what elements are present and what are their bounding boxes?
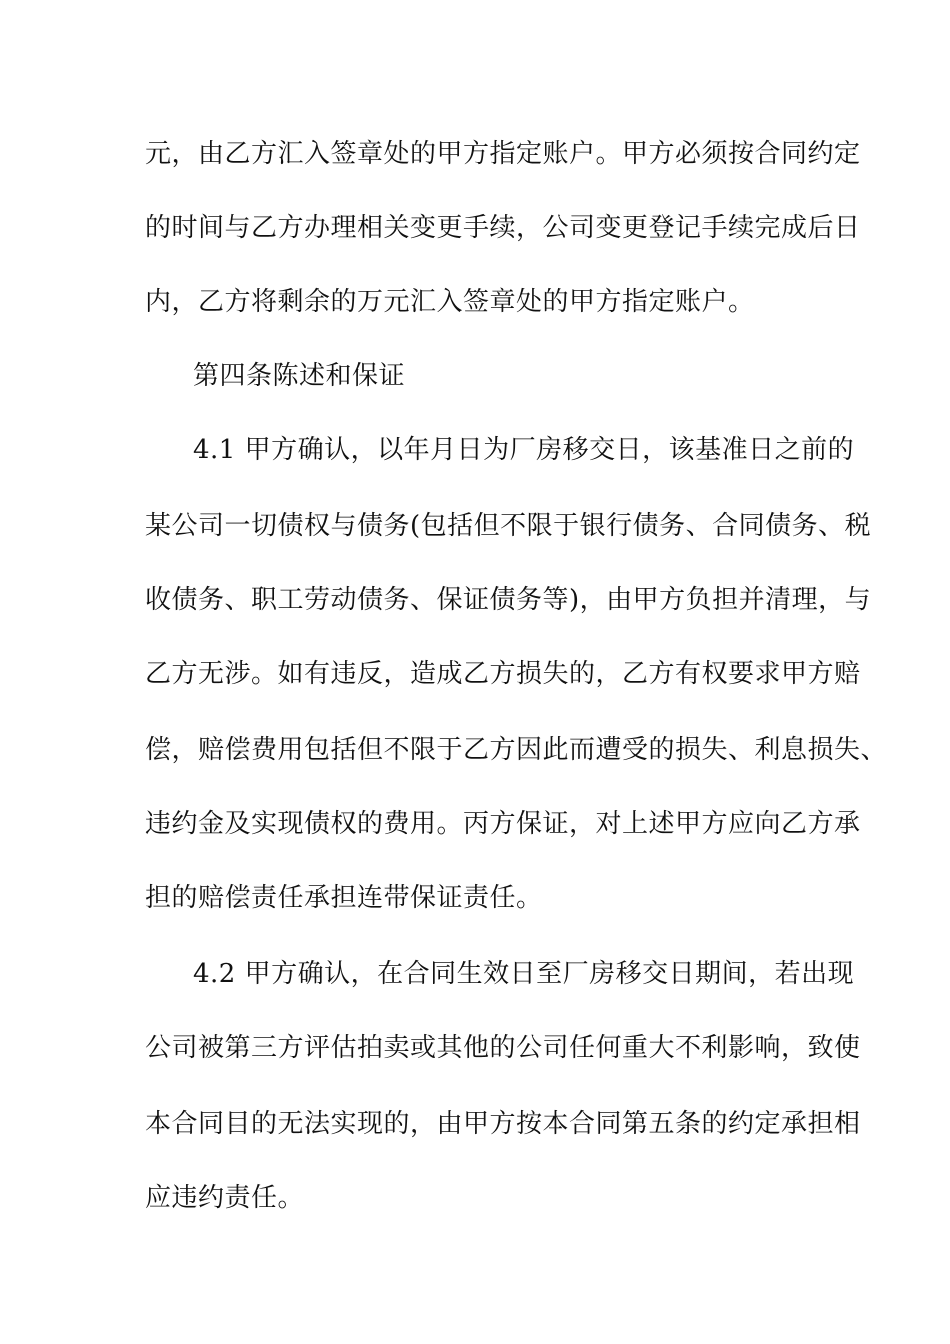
section-heading: 第四条陈述和保证 xyxy=(193,361,406,391)
text-line: 乙方无涉。如有违反，造成乙方损失的，乙方有权要求甲方赔 xyxy=(145,659,861,689)
text-line: 的时间与乙方办理相关变更手续，公司变更登记手续完成后日 xyxy=(145,213,861,243)
text-line: 内，乙方将剩余的万元汇入签章处的甲方指定账户。 xyxy=(145,287,755,317)
text-line: 违约金及实现债权的费用。丙方保证，对上述甲方应向乙方承 xyxy=(145,809,861,839)
text-line: 偿，赔偿费用包括但不限于乙方因此而遭受的损失、利息损失、 xyxy=(145,735,888,765)
text-line: 本合同目的无法实现的，由甲方按本合同第五条的约定承担相 xyxy=(145,1109,861,1139)
text-line: 4.1 甲方确认，以年月日为厂房移交日，该基准日之前的 xyxy=(193,435,855,465)
text-line: 某公司一切债权与债务(包括但不限于银行债务、合同债务、税 xyxy=(145,511,872,541)
text-line: 4.2 甲方确认，在合同生效日至厂房移交日期间，若出现 xyxy=(193,959,855,989)
text-line: 元，由乙方汇入签章处的甲方指定账户。甲方必须按合同约定 xyxy=(145,139,861,169)
text-line: 担的赔偿责任承担连带保证责任。 xyxy=(145,883,543,913)
text-line: 收债务、职工劳动债务、保证债务等)，由甲方负担并清理，与 xyxy=(145,585,872,615)
text-line: 公司被第三方评估拍卖或其他的公司任何重大不利影响，致使 xyxy=(145,1033,861,1063)
text-line: 应违约责任。 xyxy=(145,1183,305,1213)
